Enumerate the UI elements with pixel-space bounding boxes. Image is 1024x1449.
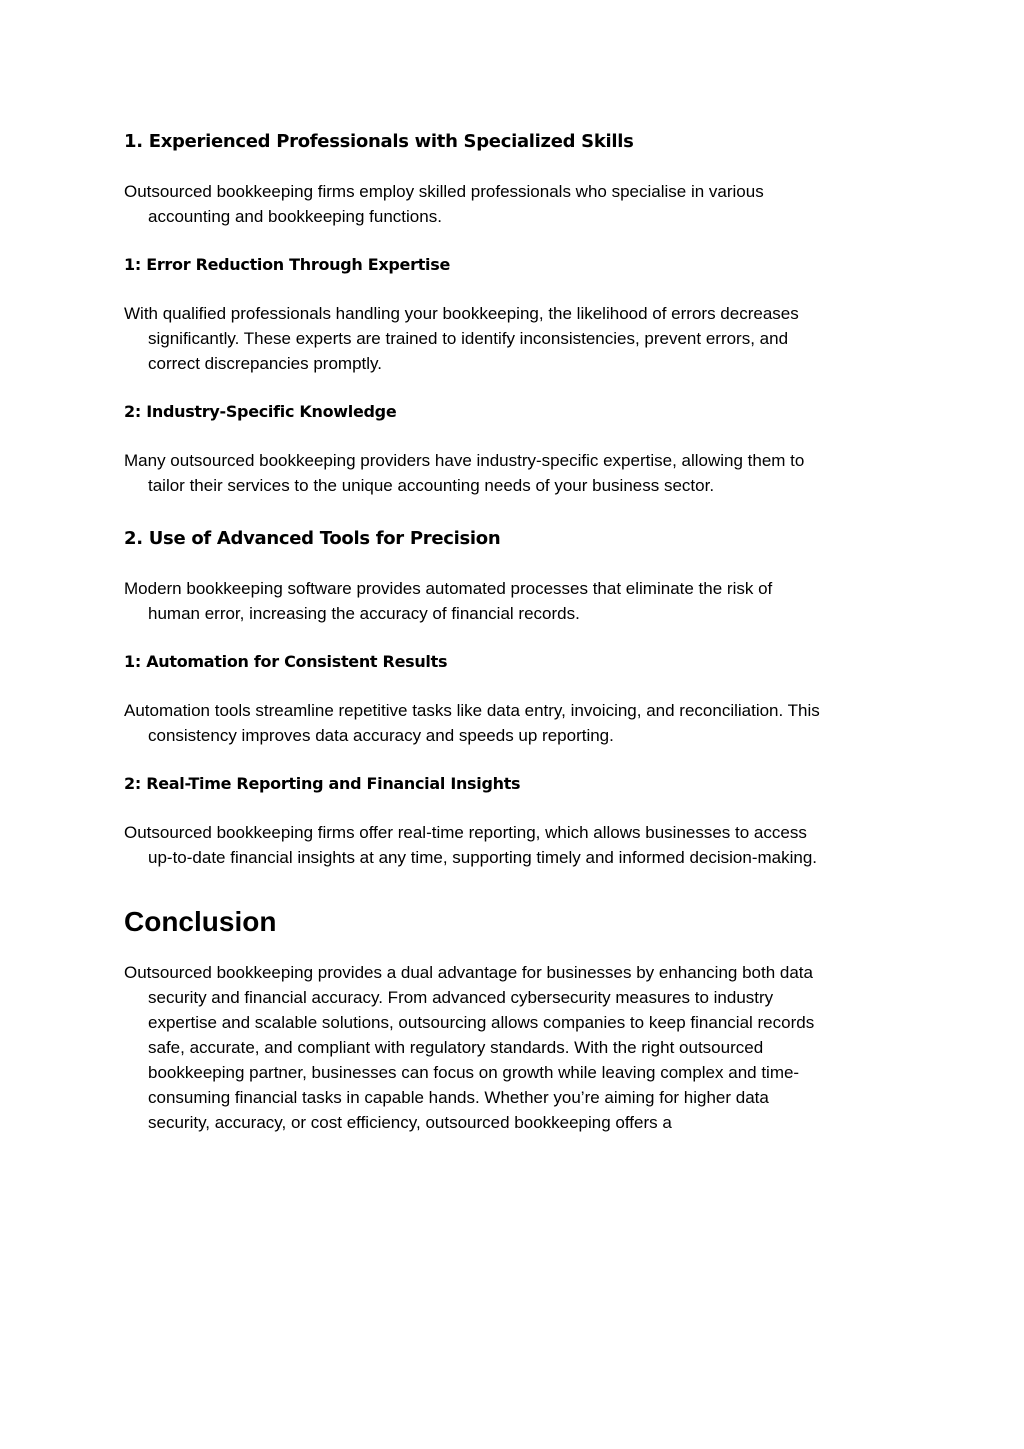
subsection-paragraph [124, 448, 914, 498]
paragraph-line: bookkeeping partner, businesses can focus on growth while leaving complex and time- [148, 1063, 800, 1082]
subsection-heading: 2: Real-Time Reporting and Financial Insights [124, 774, 521, 793]
subsection-heading: 1: Automation for Consistent Results [124, 652, 448, 671]
subsection-heading: 2: Industry-Specific Knowledge [124, 402, 397, 421]
subsection-heading: 1: Error Reduction Through Expertise [124, 255, 450, 274]
paragraph-line: human error, increasing the accuracy of financial records. [148, 604, 580, 623]
section-heading: 2. Use of Advanced Tools for Precision [124, 528, 501, 549]
paragraph-line: Many outsourced bookkeeping providers have industry-specific expertise, allowing them to [124, 451, 805, 470]
conclusion-paragraph [124, 960, 914, 1135]
paragraph-line: accounting and bookkeeping functions. [148, 207, 442, 226]
paragraph-line: up-to-date financial insights at any time, supporting timely and informed decision-making. [148, 848, 818, 867]
paragraph-line: Outsourced bookkeeping provides a dual advantage for businesses by enhancing both data [124, 963, 813, 982]
section-heading: 1. Experienced Professionals with Specialized Skills [124, 131, 634, 152]
paragraph-line: significantly. These experts are trained to identify inconsistencies, prevent errors, and [148, 329, 789, 348]
paragraph-line: security, accuracy, or cost efficiency, outsourced bookkeeping offers a [148, 1113, 672, 1132]
paragraph-line: consuming financial tasks in capable hands. Whether you’re aiming for higher data [148, 1088, 769, 1107]
subsection-paragraph [124, 698, 914, 748]
paragraph-line: expertise and scalable solutions, outsourcing allows companies to keep financial records [148, 1013, 815, 1032]
paragraph-line: Outsourced bookkeeping firms employ skilled professionals who specialise in various [124, 182, 764, 201]
section-paragraph [124, 179, 914, 229]
paragraph-line: consistency improves data accuracy and speeds up reporting. [148, 726, 614, 745]
section-paragraph [124, 576, 914, 626]
paragraph-line: Outsourced bookkeeping firms offer real-time reporting, which allows businesses to access [124, 823, 807, 842]
conclusion-heading: Conclusion [124, 906, 277, 937]
paragraph-line: Modern bookkeeping software provides automated processes that eliminate the risk of [124, 579, 773, 598]
paragraph-line: security and financial accuracy. From advanced cybersecurity measures to industry [148, 988, 774, 1007]
paragraph-line: With qualified professionals handling your bookkeeping, the likelihood of errors decreases [124, 304, 799, 323]
subsection-paragraph [124, 820, 914, 870]
paragraph-line: tailor their services to the unique accounting needs of your business sector. [148, 476, 715, 495]
paragraph-line: correct discrepancies promptly. [148, 354, 382, 373]
paragraph-line: Automation tools streamline repetitive tasks like data entry, invoicing, and reconciliation. This [124, 701, 820, 720]
subsection-paragraph [124, 301, 914, 376]
paragraph-line: safe, accurate, and compliant with regulatory standards. With the right outsourced [148, 1038, 764, 1057]
